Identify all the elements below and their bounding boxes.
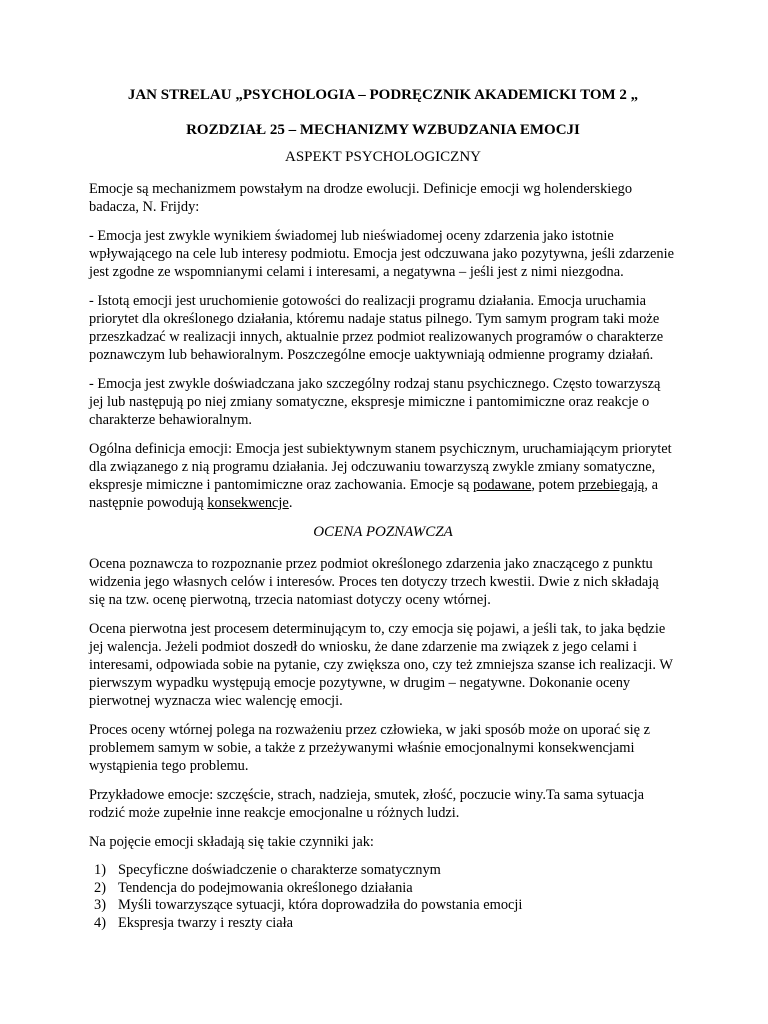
underlined-term-przebiegaja: przebiegają, bbox=[578, 477, 649, 493]
ocena-wtorna-paragraph: Proces oceny wtórnej polega na rozważeniu przez człowieka, w jaki sposób może on uporać się z problemem samym w sobie, a także z przeżywanymi właśnie emocjonalnymi konsekwencjami wystąpienia tego problemu. bbox=[89, 722, 651, 774]
list-item-text: Tendencja do podejmowania określonego działania bbox=[118, 879, 413, 896]
general-definition-text: Ogólna definicja emocji: Emocja jest subiektywnym stanem psychicznym, uruchamiającym priorytet dla związanego z nią programu działania. Jej odczuwaniu towarzyszą zwykle zmiany somatyczne, ekspresje mimiczne i pantomimiczne oraz zachowania. Emocje są bbox=[89, 441, 672, 493]
intro-paragraph: Emocje są mechanizmem powstałym na drodze ewolucji. Definicje emocji wg holenderskiego badacza, N. Frijdy: bbox=[89, 181, 633, 215]
list-item-number: 3) bbox=[94, 897, 106, 913]
list-item bbox=[89, 862, 677, 880]
general-definition-end: . bbox=[288, 495, 293, 511]
list-item-number: 1) bbox=[94, 862, 106, 878]
list-item-text: Myśli towarzyszące sytuacji, która doprowadziła do powstania emocji bbox=[118, 897, 523, 913]
list-item bbox=[89, 915, 677, 933]
factors-list bbox=[89, 862, 677, 932]
factors-intro-paragraph: Na pojęcie emocji składają się takie czynniki jak: bbox=[89, 834, 374, 850]
list-item-text: Specyficzne doświadczenie o charakterze somatycznym bbox=[118, 862, 441, 878]
definition-paragraph-1: - Emocja jest zwykle wynikiem świadomej lub nieświadomej oceny zdarzenia jako istotnie wpływającego na cele lub interesy podmiotu. Emocja jest odczuwana jako pozytywna, jeśli zdarzenie jest zgodne ze wspomnianymi celami i interesami, a negatywna – jeśli jest z nimi niezgodna. bbox=[89, 228, 675, 280]
definition-paragraph-3: - Emocja jest zwykle doświadczana jako szczególny rodzaj stanu psychicznego. Często towarzyszą jej lub następują po niej zmiany somatyczne, ekspresje mimiczne i pantomimiczne oraz reakcje o charakterze behawioralnym. bbox=[89, 376, 661, 428]
examples-paragraph: Przykładowe emocje: szczęście, strach, nadzieja, smutek, złość, poczucie winy.Ta sama sytuacja rodzić może zupełnie inne reakcje emocjonalne u różnych ludzi. bbox=[89, 787, 645, 821]
chapter-title: ROZDZIAŁ 25 – MECHANIZMY WZBUDZANIA EMOCJI bbox=[186, 122, 580, 138]
underlined-term-konsekwencje: konsekwencje bbox=[207, 495, 289, 511]
document-body bbox=[89, 82, 677, 932]
list-item bbox=[89, 880, 677, 898]
ocena-pierwotna-paragraph: Ocena pierwotna jest procesem determinującym to, czy emocja się pojawi, a jeśli tak, to jaka będzie jej walencja. Jeżeli podmiot doszedł do wniosku, że dane zdarzenie ma związek z jego celami i interesami, odpowiada sobie na pytanie, czy zwiększa ono, czy też zmniejsza szanse ich realizacji. W pierwszym wypadku występują emocje pozytywne, w drugim – negatywne. Dokonanie oceny pierwotnej wyznacza wiec walencję emocji. bbox=[89, 621, 673, 709]
subsection-heading: OCENA POZNAWCZA bbox=[313, 524, 453, 540]
list-item bbox=[89, 897, 677, 915]
underlined-term-podawane: podawane bbox=[473, 477, 532, 493]
definition-paragraph-2: - Istotą emocji jest uruchomienie gotowości do realizacji programu działania. Emocja uruchamia priorytet dla określonego działania, któremu nadaje status pilnego. Tym samym program taki może przeszkadzać w realizacji innych, aktualnie przez podmiot realizowanych programów o charakterze poznawczym lub behawioralnym. Poszczególne emocje uaktywniają odmienne programy działań. bbox=[89, 293, 664, 363]
general-definition-connector-1: , potem bbox=[531, 477, 579, 493]
section-heading: ASPEKT PSYCHOLOGICZNY bbox=[285, 149, 481, 165]
document-title: JAN STRELAU „PSYCHOLOGIA – PODRĘCZNIK AKADEMICKI TOM 2 „ bbox=[127, 87, 639, 103]
list-item-number: 4) bbox=[94, 914, 106, 931]
general-definition-paragraph bbox=[89, 440, 677, 512]
general-definition-connector-2: a następnie powodują bbox=[89, 477, 659, 511]
list-item-number: 2) bbox=[94, 879, 106, 896]
ocena-paragraph: Ocena poznawcza to rozpoznanie przez podmiot określonego zdarzenia jako znaczącego z punktu widzenia jego własnych celów i interesów. Proces ten dotyczy trzech kwestii. Dwie z nich składają się na tzw. ocenę pierwotną, trzecia natomiast dotyczy oceny wtórnej. bbox=[89, 556, 659, 608]
list-item-text: Ekspresja twarzy i reszty ciała bbox=[118, 914, 294, 931]
